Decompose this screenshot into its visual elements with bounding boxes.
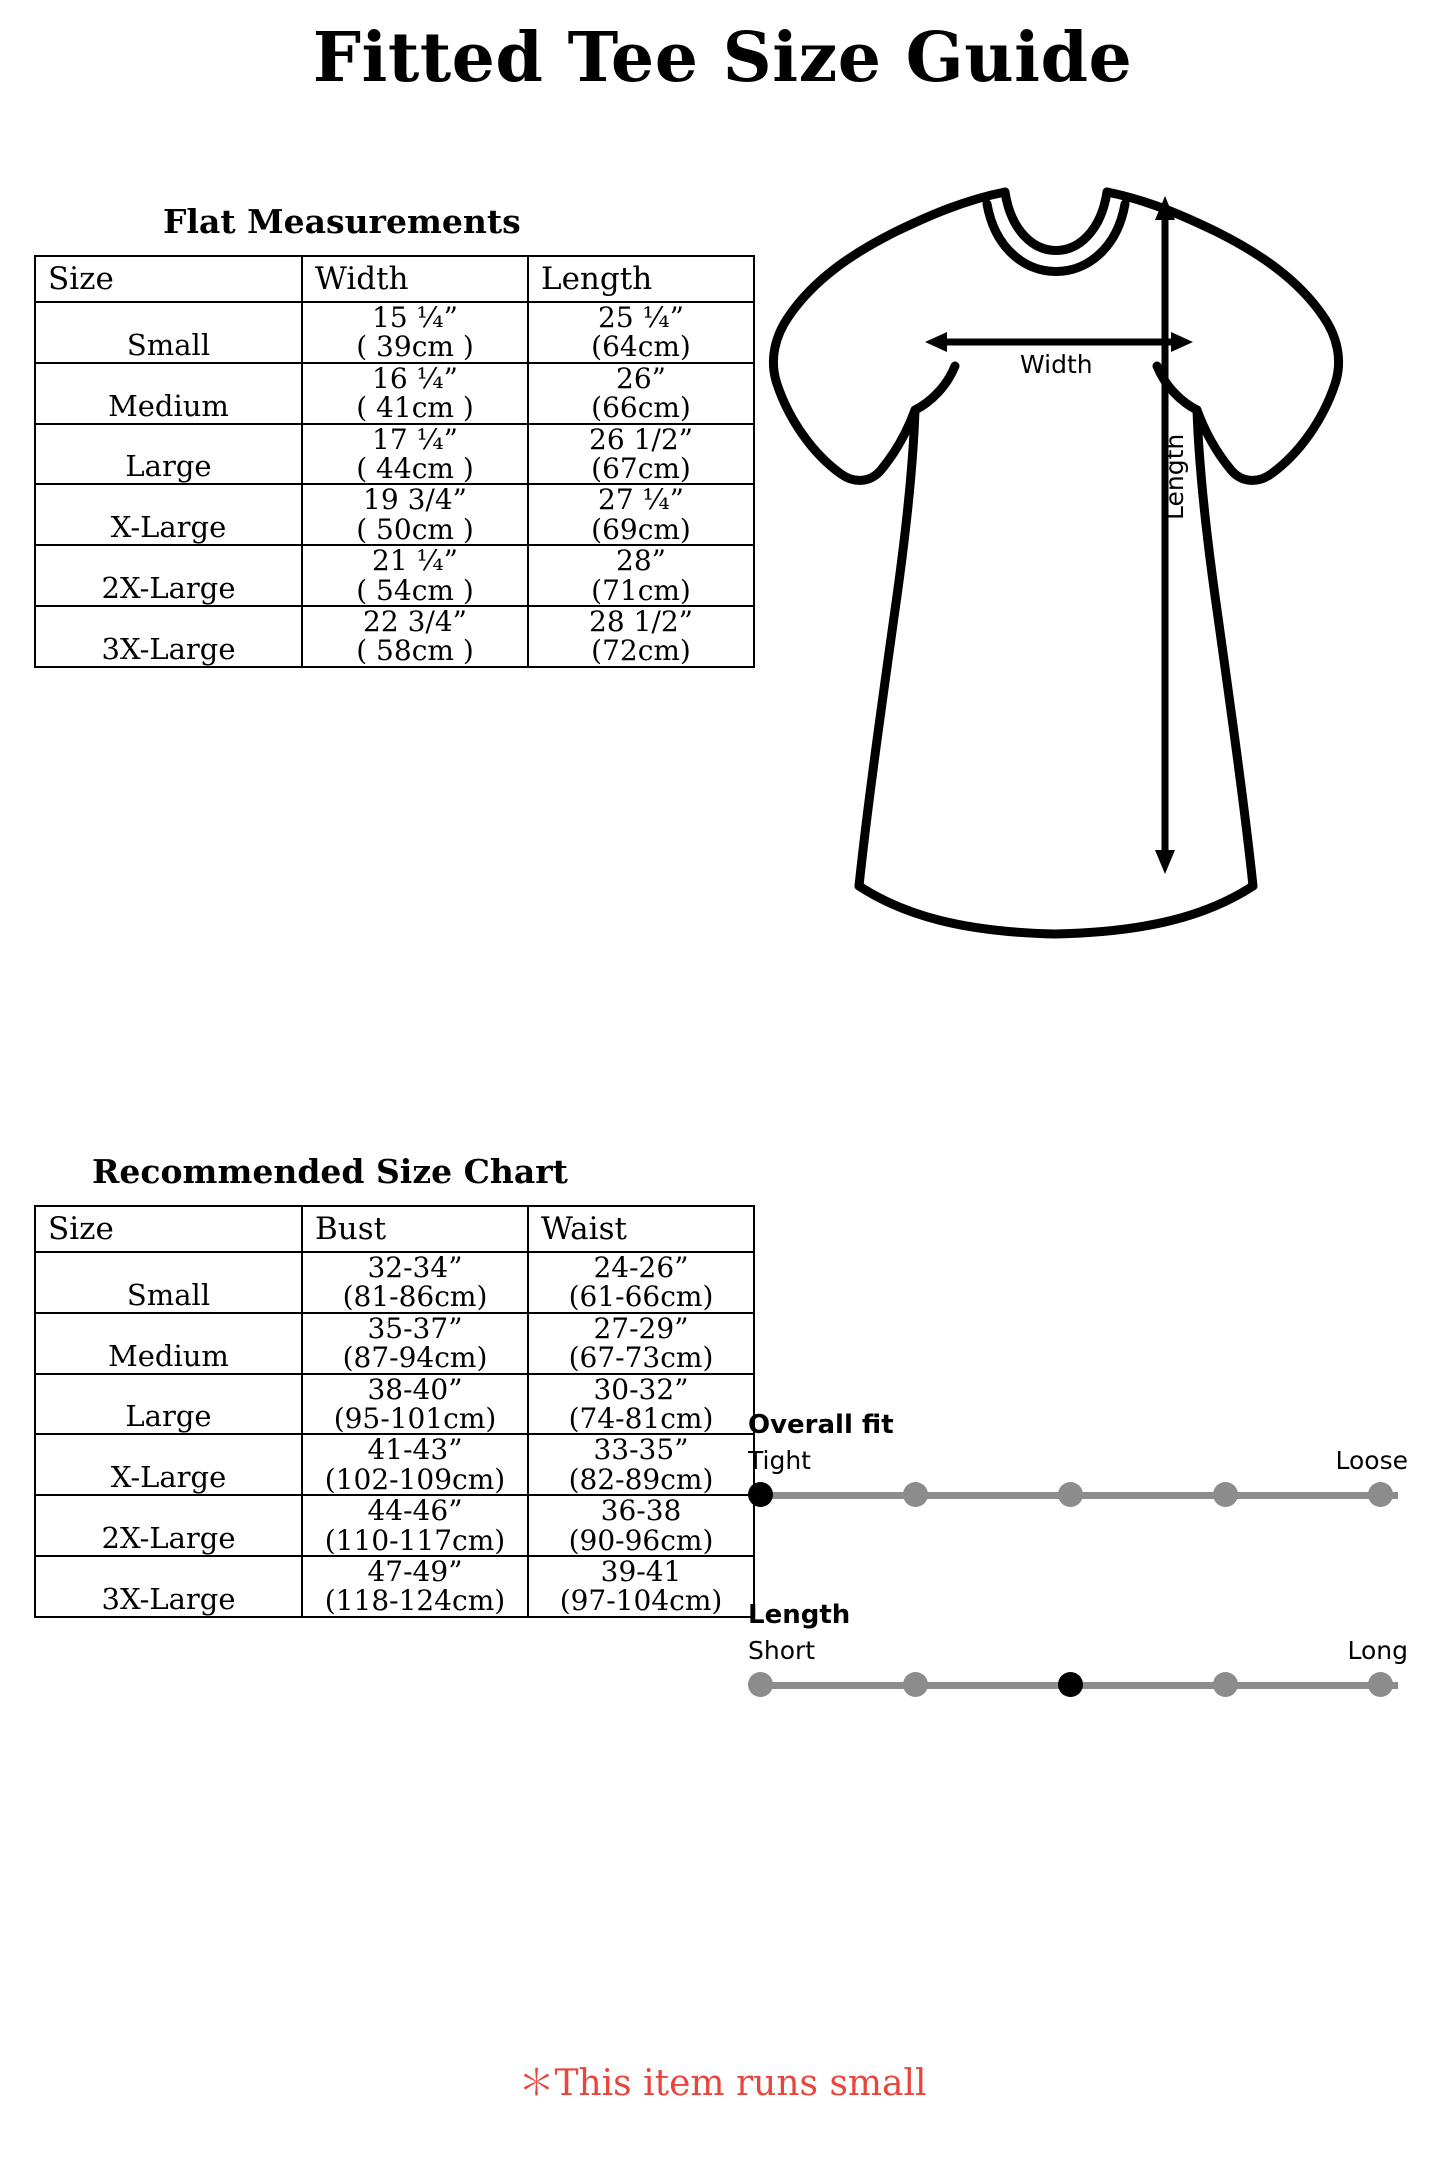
slider-dot-5[interactable] (1368, 1672, 1393, 1697)
length-fit-title: Length (748, 1600, 851, 1630)
cell-width: 17 ¼” ( 44cm ) (302, 424, 528, 485)
length-fit-slider[interactable] (748, 1672, 1408, 1698)
cell-waist: 36-38 (90-96cm) (528, 1495, 754, 1556)
cell-size: Large (35, 1374, 302, 1435)
table-row (35, 1495, 754, 1556)
table-row (35, 363, 754, 424)
cell-size: X-Large (35, 1434, 302, 1495)
slider-dot-4[interactable] (1213, 1672, 1238, 1697)
cell-size: 3X-Large (35, 606, 302, 667)
cell-width: 15 ¼” ( 39cm ) (302, 302, 528, 363)
diagram-width-label: Width (1020, 350, 1093, 379)
length-fit-ends (748, 1636, 1408, 1666)
cell-width: 22 3/4” ( 58cm ) (302, 606, 528, 667)
recommended-size-table (34, 1205, 755, 1618)
diagram-length-label: Length (1160, 433, 1189, 520)
table-row (35, 1374, 754, 1435)
cell-size: Medium (35, 363, 302, 424)
slider-dot-4[interactable] (1213, 1482, 1238, 1507)
flat-measurements-heading: Flat Measurements (163, 202, 521, 241)
tshirt-diagram (755, 170, 1405, 970)
cell-bust: 32-34” (81-86cm) (302, 1252, 528, 1313)
flat-measurements-table (34, 255, 755, 668)
slider-dot-2[interactable] (903, 1672, 928, 1697)
footnote: ＊This item runs small (518, 2063, 927, 2104)
cell-length: 27 ¼” (69cm) (528, 484, 754, 545)
cell-bust: 41-43” (102-109cm) (302, 1434, 528, 1495)
cell-width: 21 ¼” ( 54cm ) (302, 545, 528, 606)
table-header-row (35, 256, 754, 302)
overall-fit-title: Overall fit (748, 1410, 894, 1440)
column-header-width: Width (302, 256, 528, 302)
table-row (35, 606, 754, 667)
column-header-bust: Bust (302, 1206, 528, 1252)
cell-length: 25 ¼” (64cm) (528, 302, 754, 363)
cell-bust: 47-49” (118-124cm) (302, 1556, 528, 1617)
slider-dot-3[interactable] (1058, 1482, 1083, 1507)
cell-size: Large (35, 424, 302, 485)
column-header-waist: Waist (528, 1206, 754, 1252)
cell-size: Small (35, 1252, 302, 1313)
slider-dot-3[interactable] (1058, 1672, 1083, 1697)
overall-fit-left-label: Tight (748, 1446, 811, 1475)
cell-width: 19 3/4” ( 50cm ) (302, 484, 528, 545)
cell-length: 28 1/2” (72cm) (528, 606, 754, 667)
slider-dot-5[interactable] (1368, 1482, 1393, 1507)
tshirt-body-outline (773, 192, 1338, 934)
cell-bust: 44-46” (110-117cm) (302, 1495, 528, 1556)
cell-waist: 33-35” (82-89cm) (528, 1434, 754, 1495)
cell-bust: 35-37” (87-94cm) (302, 1313, 528, 1374)
cell-bust: 38-40” (95-101cm) (302, 1374, 528, 1435)
table-row (35, 484, 754, 545)
table-row (35, 1313, 754, 1374)
cell-size: X-Large (35, 484, 302, 545)
cell-length: 26 1/2” (67cm) (528, 424, 754, 485)
recommended-size-chart-heading: Recommended Size Chart (92, 1152, 568, 1191)
slider-dot-2[interactable] (903, 1482, 928, 1507)
slider-dot-1[interactable] (748, 1672, 773, 1697)
table-row (35, 1556, 754, 1617)
table-row (35, 424, 754, 485)
overall-fit-right-label: Loose (1335, 1446, 1408, 1475)
length-fit-block (748, 1600, 1408, 1698)
cell-size: 2X-Large (35, 1495, 302, 1556)
cell-waist: 24-26” (61-66cm) (528, 1252, 754, 1313)
column-header-length: Length (528, 256, 754, 302)
cell-size: 3X-Large (35, 1556, 302, 1617)
slider-dot-1[interactable] (748, 1482, 773, 1507)
cell-waist: 27-29” (67-73cm) (528, 1313, 754, 1374)
cell-waist: 30-32” (74-81cm) (528, 1374, 754, 1435)
cell-size: 2X-Large (35, 545, 302, 606)
table-row (35, 1434, 754, 1495)
cell-length: 28” (71cm) (528, 545, 754, 606)
table-row (35, 302, 754, 363)
length-fit-left-label: Short (748, 1636, 816, 1665)
column-header-size: Size (35, 1206, 302, 1252)
table-header-row (35, 1206, 754, 1252)
overall-fit-block (748, 1410, 1408, 1508)
length-fit-right-label: Long (1347, 1636, 1408, 1665)
cell-size: Small (35, 302, 302, 363)
cell-length: 26” (66cm) (528, 363, 754, 424)
overall-fit-slider[interactable] (748, 1482, 1408, 1508)
column-header-size: Size (35, 256, 302, 302)
table-row (35, 545, 754, 606)
page-title: Fitted Tee Size Guide (312, 18, 1133, 98)
table-row (35, 1252, 754, 1313)
cell-waist: 39-41 (97-104cm) (528, 1556, 754, 1617)
overall-fit-ends (748, 1446, 1408, 1476)
cell-size: Medium (35, 1313, 302, 1374)
cell-width: 16 ¼” ( 41cm ) (302, 363, 528, 424)
